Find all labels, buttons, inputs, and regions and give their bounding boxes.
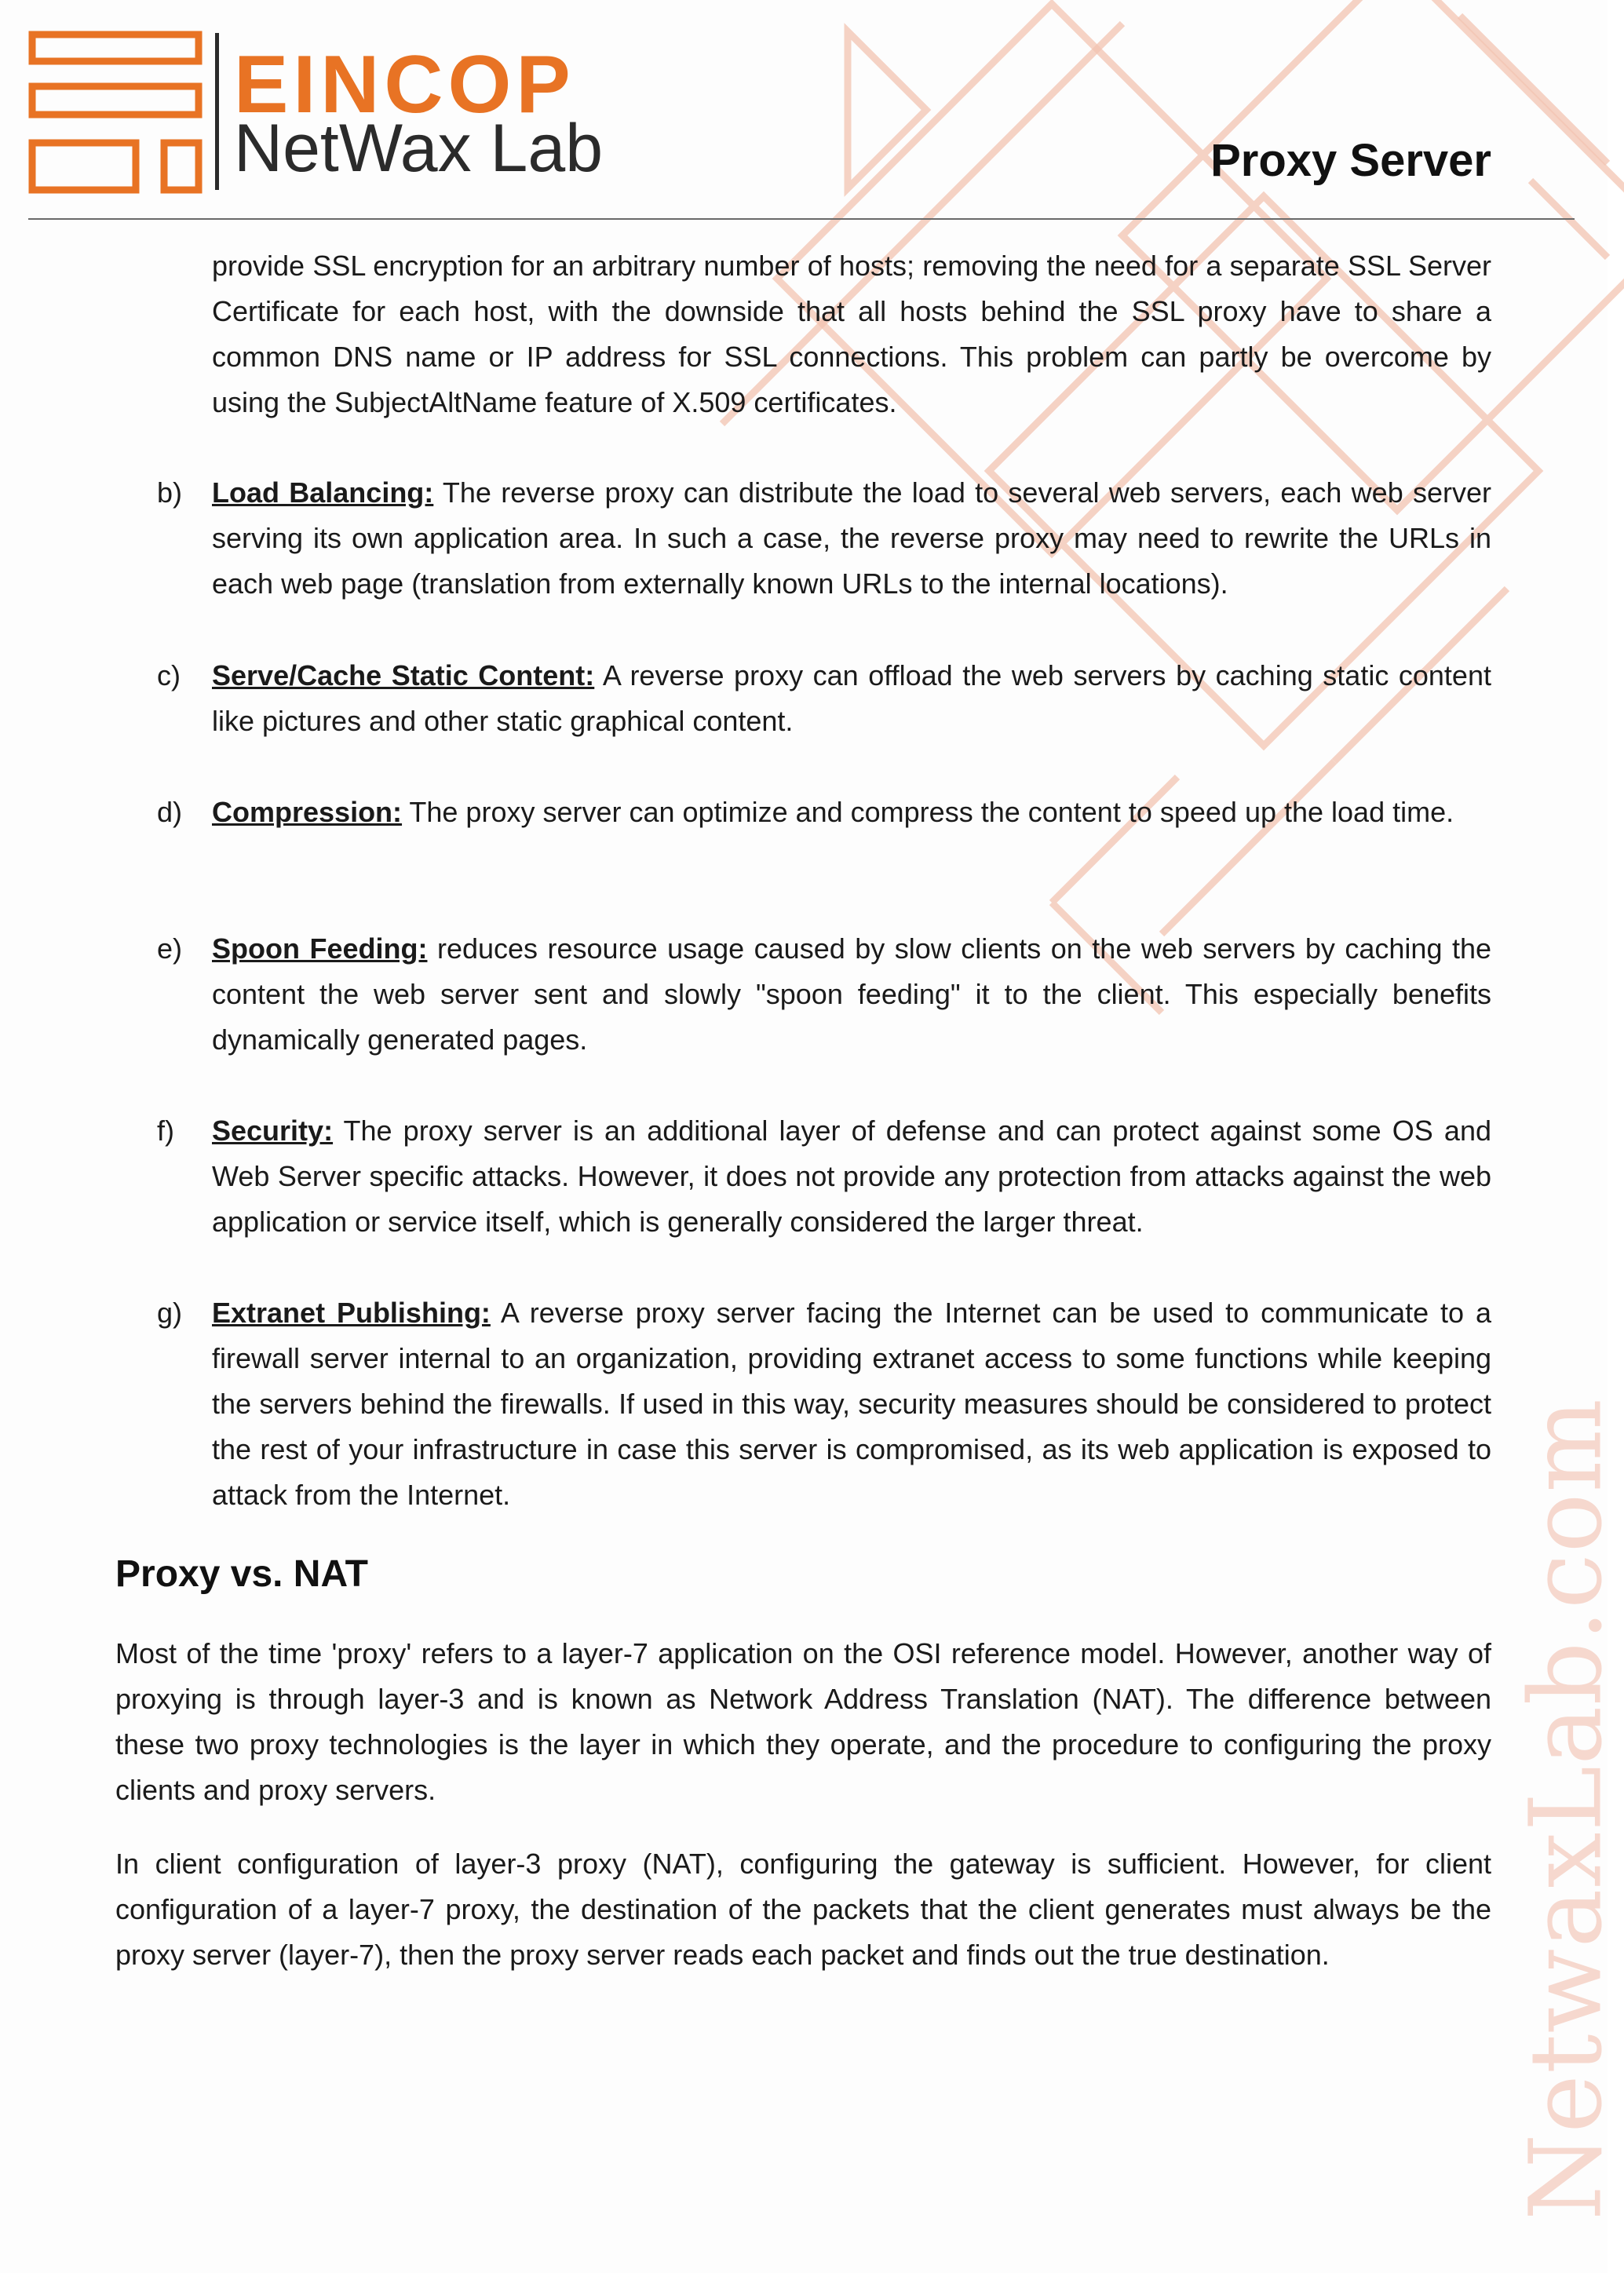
list-item-body — [212, 470, 1491, 607]
list-item-body — [212, 1290, 1491, 1518]
list-marker: c) — [157, 659, 181, 691]
section-paragraph: In client configuration of layer-3 proxy (NAT), configuring the gateway is sufficient. However, for client configuration of a layer-7 proxy, the destination of the packets that the client generates must always be the proxy server (layer-7), then the proxy server reads each packet and finds out the true destination. — [115, 1848, 1491, 1971]
list-item-body — [212, 1108, 1491, 1245]
list-term: Compression: — [212, 796, 403, 828]
watermark-line — [1162, 761, 1334, 934]
list-term: Spoon Feeding: — [212, 932, 428, 965]
page-header-title: Proxy Server — [1210, 135, 1491, 186]
list-term: Load Balancing: — [212, 476, 434, 509]
list-text: reduces resource usage caused by slow clients on the web servers by caching the content the web server sent and slowly "spoon feeding" it to the client. This especially benefits dynamically generated pages. — [212, 932, 1492, 1056]
logo-divider — [215, 33, 219, 190]
list-term: Security: — [212, 1115, 334, 1147]
list-text: A reverse proxy can offload the web servers by caching static content like pictures and other static graphical content. — [212, 659, 1491, 737]
brand-name: EINCOP — [234, 39, 575, 130]
list-text: The proxy server is an additional layer of defense and can protect against some OS and Web Server specific attacks. However, it does not provide any protection from attacks against the web application or service itself, which is generally considered the larger threat. — [212, 1115, 1491, 1238]
list-marker: b) — [157, 476, 183, 509]
list-term: Serve/Cache Static Content: — [212, 659, 595, 691]
list-marker: d) — [157, 796, 183, 828]
list-marker: e) — [157, 932, 183, 965]
list-item-body — [212, 653, 1491, 744]
list-item-body — [212, 790, 1491, 835]
list-text: The proxy server can optimize and compress the content to speed up the load time. — [402, 796, 1454, 828]
intro-paragraph: provide SSL encryption for an arbitrary number of hosts; removing the need for a separate SSL Server Certificate for each host, with the downside that all hosts behind the SSL proxy have to share a common DNS name or IP address for SSL connections. This problem can partly be overcome by using the SubjectAltName feature of X.509 certificates. — [212, 250, 1491, 418]
logo-mark-icon — [28, 27, 217, 192]
list-term: Extranet Publishing: — [212, 1297, 491, 1329]
section-heading: Proxy vs. NAT — [115, 1553, 368, 1595]
list-item-body — [212, 926, 1491, 1063]
brand-logo — [28, 27, 656, 199]
brand-subtitle: NetWax Lab — [234, 111, 604, 186]
section-paragraph: Most of the time 'proxy' refers to a layer-7 application on the OSI reference model. However, another way of proxying is through layer-3 and is known as Network Address Translation (NAT). The difference between these two proxy technologies is the layer in which they operate, and the procedure to configuring the proxy clients and proxy servers. — [115, 1637, 1491, 1806]
list-marker: g) — [157, 1297, 183, 1329]
watermark-text: NetwaxLab.com — [1508, 1398, 1624, 2220]
list-marker: f) — [157, 1115, 174, 1147]
list-text: A reverse proxy server facing the Internet can be used to communicate to a firewall server internal to an organization, providing extranet access to some functions while keeping the servers behind the firewalls. If used in this way, security measures should be considered to protect the rest of your infrastructure in case this server is compromised, as its web application is exposed to attack from the Internet. — [212, 1297, 1491, 1511]
list-text: The reverse proxy can distribute the load to several web servers, each web server serving its own application area. In such a case, the reverse proxy may need to rewrite the URLs in each web page (translation from externally known URLs to the internal locations). — [212, 476, 1491, 600]
header-divider — [28, 218, 1575, 220]
